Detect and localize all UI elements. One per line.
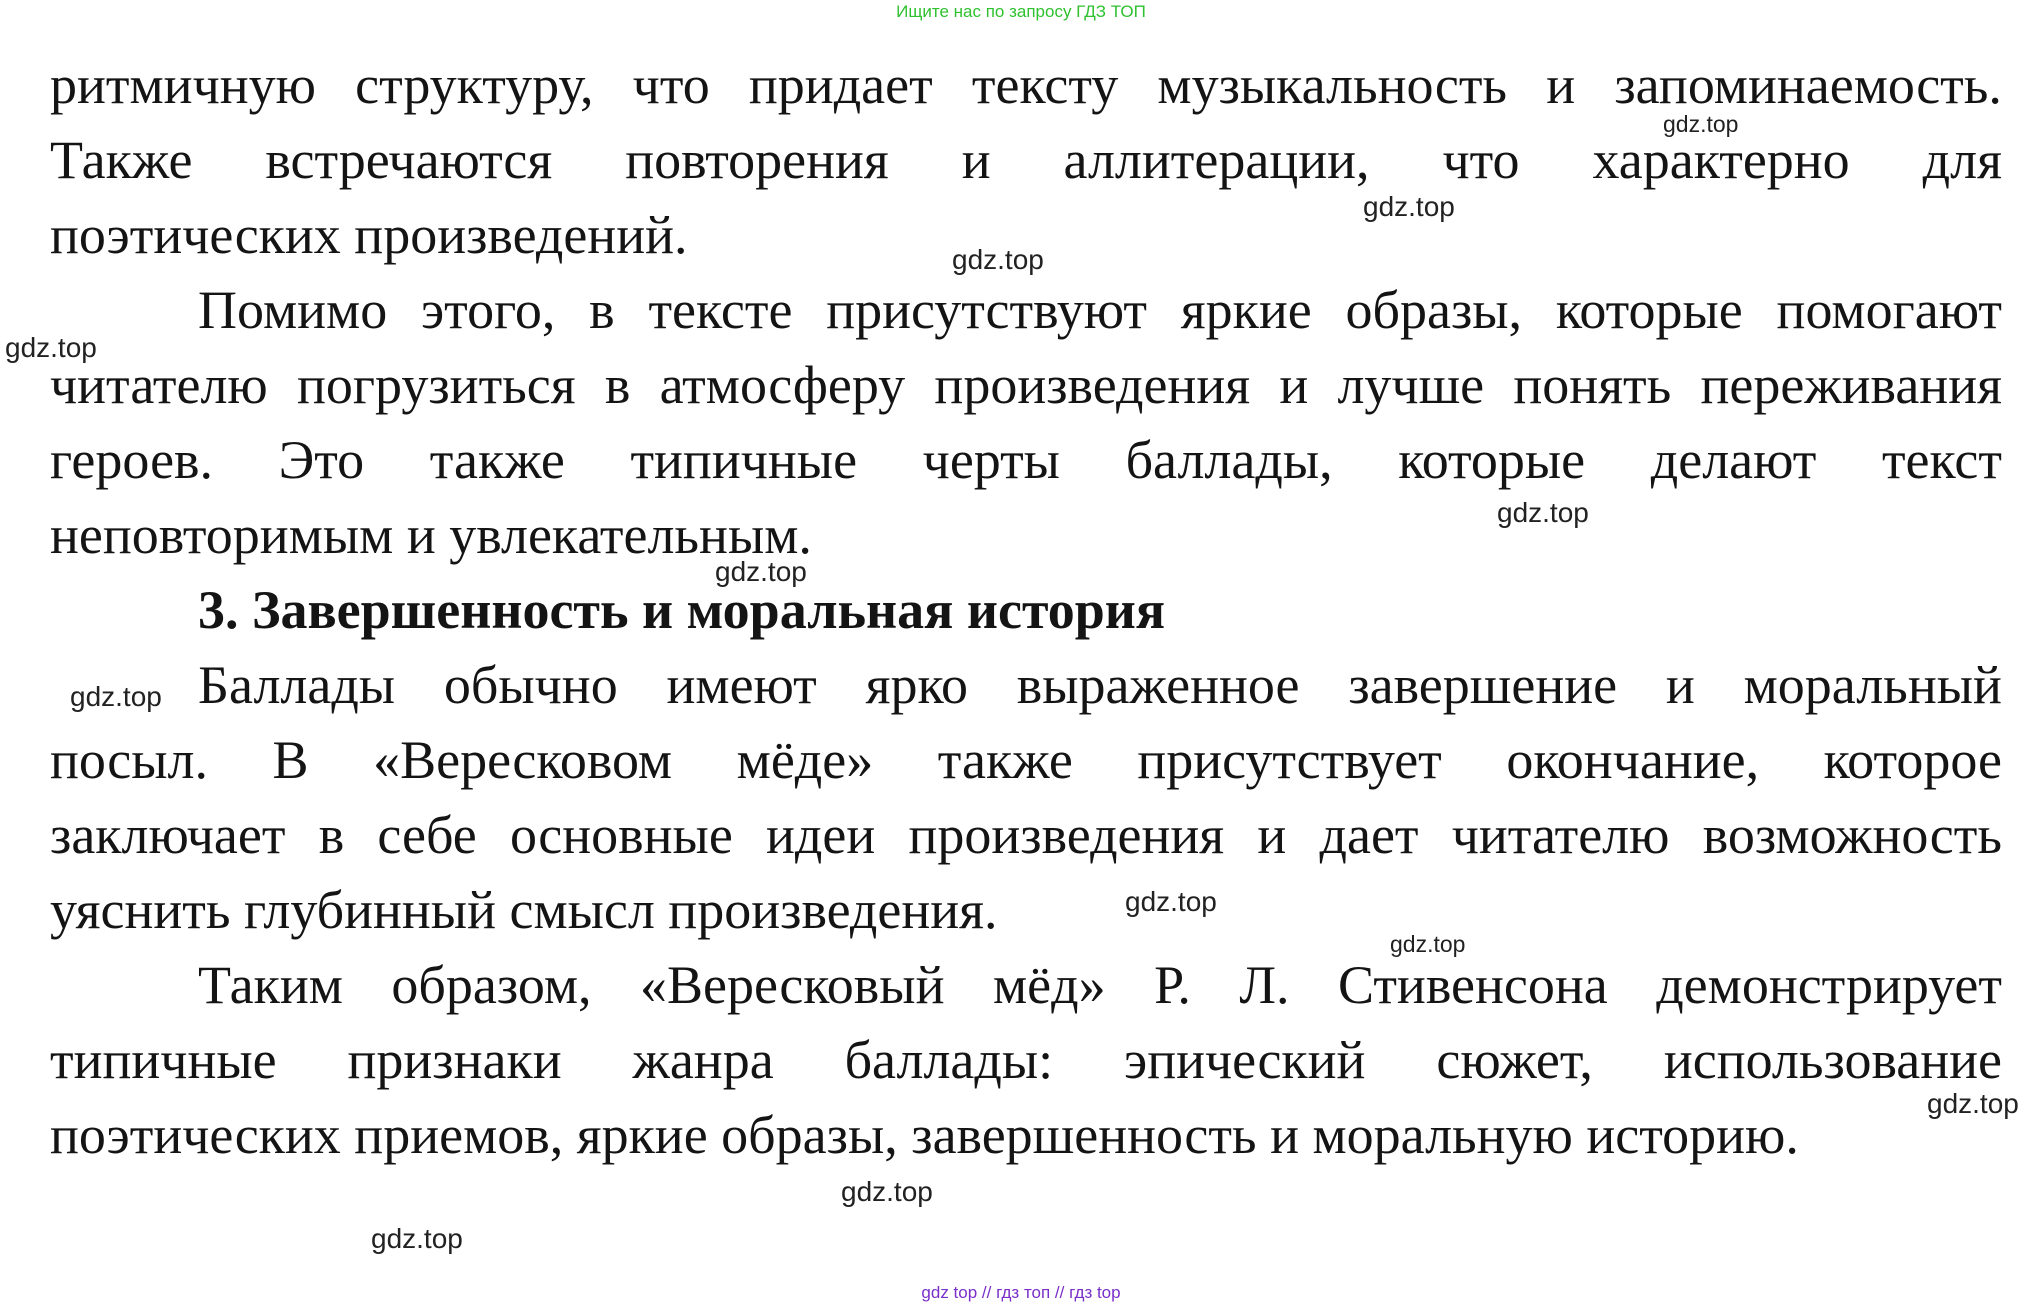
word: завершение — [1348, 655, 1618, 715]
word: посыл. — [50, 730, 208, 790]
watermark-text: gdz.top — [371, 1223, 463, 1254]
text-line: поэтических приемов, яркие образы, завершенность и моральную историю. — [50, 1105, 1799, 1165]
section-heading: 3. Завершенность и моральная история — [198, 580, 1166, 640]
word: выраженное — [1016, 655, 1300, 715]
word: и — [1279, 355, 1309, 415]
watermark-text: gdz.top — [841, 1176, 933, 1207]
word: погрузиться — [297, 355, 576, 415]
word: присутствуют — [826, 280, 1147, 340]
word: которые — [1555, 280, 1743, 340]
word: ритмичную — [50, 55, 316, 115]
word: структуру, — [355, 55, 594, 115]
word: обычно — [443, 655, 618, 715]
text-line — [50, 55, 2002, 115]
word: читателю — [1451, 805, 1670, 865]
watermark-text: gdz.top — [1663, 111, 1739, 137]
word: также — [429, 430, 565, 490]
word: помогают — [1776, 280, 2002, 340]
text-line — [50, 1030, 2002, 1090]
word: образом, — [391, 955, 592, 1015]
word: эпический — [1124, 1030, 1366, 1090]
word: которое — [1823, 730, 2002, 790]
word: присутствует — [1137, 730, 1442, 790]
watermark-text: gdz.top — [1927, 1088, 2019, 1119]
word: использование — [1663, 1030, 2002, 1090]
word: типичные — [50, 1030, 277, 1090]
word: характерно — [1592, 130, 1850, 190]
word: себе — [377, 805, 477, 865]
word: тексте — [648, 280, 793, 340]
word: Стивенсона — [1338, 955, 1608, 1015]
text-line — [50, 130, 2002, 190]
word: демонстрирует — [1656, 955, 2002, 1015]
watermark-text: gdz.top — [715, 556, 807, 587]
watermark-text: gdz.top — [5, 332, 97, 363]
word: для — [1922, 130, 2002, 190]
word: мёд» — [992, 955, 1106, 1015]
word: «Вересковый — [640, 955, 945, 1015]
word: произведения — [934, 355, 1251, 415]
word: моральный — [1743, 655, 2002, 715]
word: переживания — [1700, 355, 2002, 415]
word: основные — [509, 805, 733, 865]
word: Помимо — [198, 280, 388, 340]
top-banner: Ищите нас по запросу ГДЗ ТОП — [896, 2, 1146, 21]
word: также — [937, 730, 1073, 790]
word: в — [318, 805, 345, 865]
word: Также — [50, 130, 193, 190]
word: в — [604, 355, 631, 415]
word: дает — [1319, 805, 1419, 865]
word: ярко — [865, 655, 968, 715]
word: «Вересковом — [373, 730, 673, 790]
word: Это — [278, 430, 365, 490]
word: признаки — [347, 1030, 562, 1090]
word: атмосферу — [659, 355, 906, 415]
text-line: поэтических произведений. — [50, 205, 688, 265]
word: запоминаемость. — [1614, 55, 2002, 115]
word: и — [961, 130, 991, 190]
word: баллады, — [1125, 430, 1333, 490]
text-line — [198, 955, 2002, 1015]
word: яркие — [1180, 280, 1312, 340]
word: повторения — [625, 130, 889, 190]
word: Р. — [1154, 955, 1191, 1015]
word: Л. — [1239, 955, 1290, 1015]
watermark-text: gdz.top — [952, 244, 1044, 275]
word: идеи — [766, 805, 876, 865]
text-line — [50, 730, 2002, 790]
word: образы, — [1345, 280, 1523, 340]
watermark-text: gdz.top — [1363, 191, 1455, 222]
word: Таким — [198, 955, 343, 1015]
word: и — [1257, 805, 1287, 865]
text-line — [198, 280, 2002, 340]
word: встречаются — [265, 130, 553, 190]
word: читателю — [50, 355, 268, 415]
word: тексту — [971, 55, 1119, 115]
watermark-text: gdz.top — [1390, 931, 1466, 957]
word: возможность — [1702, 805, 2002, 865]
word: мёде» — [736, 730, 874, 790]
watermark-text: gdz.top — [70, 681, 162, 712]
word: музыкальность — [1157, 55, 1508, 115]
word: которые — [1398, 430, 1586, 490]
word: и — [1665, 655, 1695, 715]
watermark-text: gdz.top — [1497, 497, 1589, 528]
word: баллады: — [844, 1030, 1054, 1090]
word: заключает — [50, 805, 286, 865]
word: текст — [1881, 430, 2002, 490]
footer-links: gdz top // гдз топ // гдз top — [921, 1283, 1121, 1302]
word: В — [272, 730, 309, 790]
text-line — [50, 430, 2002, 490]
word: и — [1546, 55, 1576, 115]
text-line: уяснить глубинный смысл произведения. — [50, 880, 998, 940]
text-line — [198, 655, 2002, 715]
word: делают — [1650, 430, 1817, 490]
word: в — [589, 280, 615, 340]
word: героев. — [50, 430, 214, 490]
word: что — [632, 55, 710, 115]
text-line — [50, 355, 2002, 415]
word: что — [1442, 130, 1520, 190]
word: произведения — [908, 805, 1225, 865]
word: понять — [1513, 355, 1672, 415]
word: Баллады — [198, 655, 396, 715]
text-line: неповторимым и увлекательным. — [50, 505, 812, 565]
word: сюжет, — [1436, 1030, 1593, 1090]
word: черты — [922, 430, 1060, 490]
watermark-text: gdz.top — [1125, 886, 1217, 917]
text-line — [50, 805, 2002, 865]
word: аллитерации, — [1063, 130, 1370, 190]
word: этого, — [421, 280, 556, 340]
word: имеют — [666, 655, 817, 715]
word: придает — [748, 55, 933, 115]
word: жанра — [632, 1030, 774, 1090]
word: типичные — [630, 430, 858, 490]
word: окончание, — [1506, 730, 1760, 790]
word: лучше — [1337, 355, 1485, 415]
